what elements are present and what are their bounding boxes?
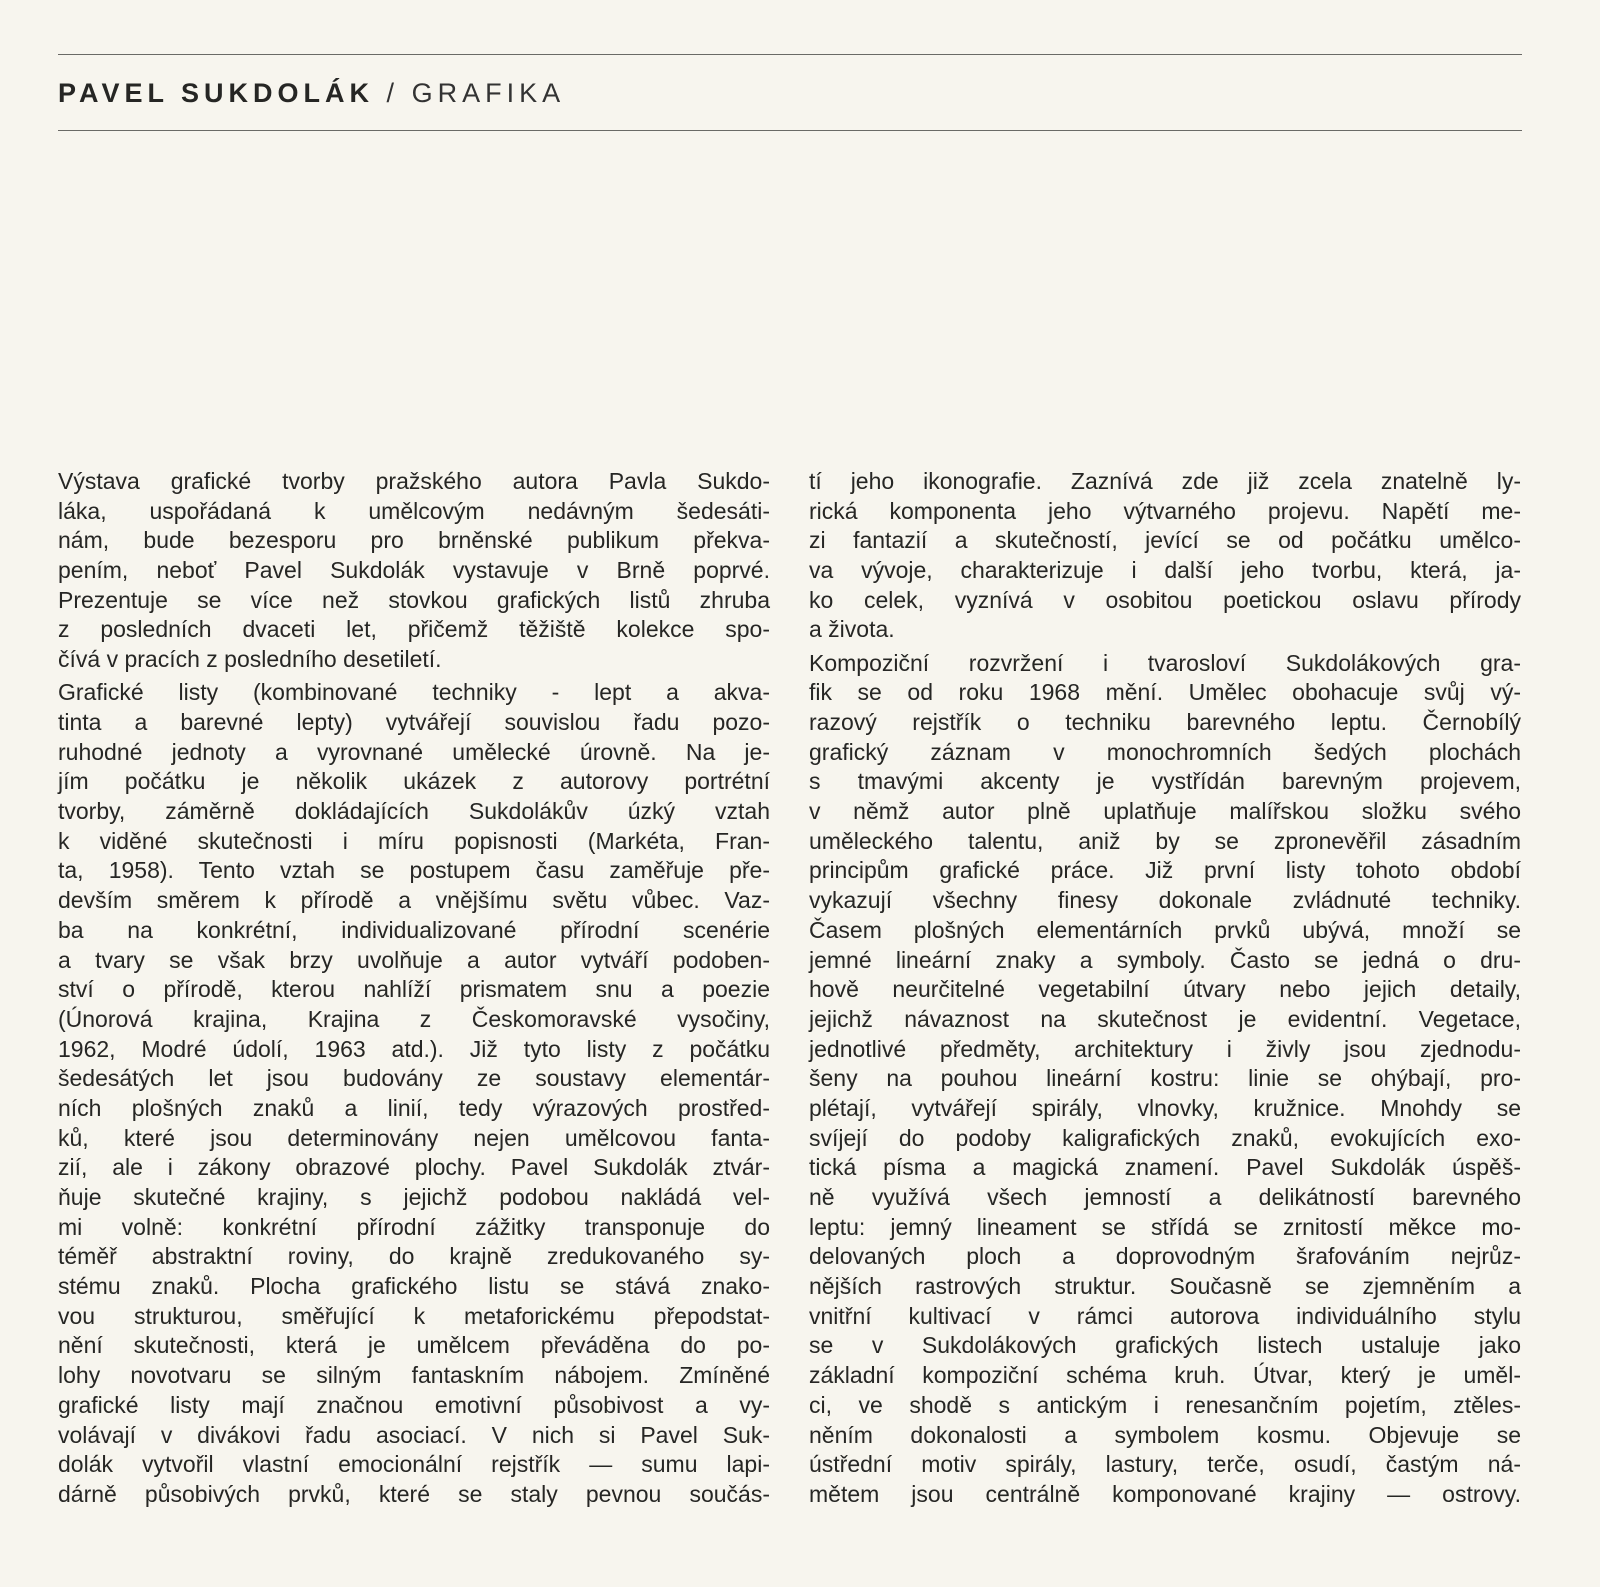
text-line: devším směrem k přírodě a vnějšímu světu vůbec. Vaz- bbox=[58, 887, 770, 914]
text-line: Časem plošných elementárních prvků ubývá, množí se bbox=[809, 916, 1521, 943]
text-line: ství o přírodě, kterou nahlíží prismatem snu a poezie bbox=[58, 976, 770, 1003]
section-subtitle: GRAFIKA bbox=[411, 78, 566, 108]
text-line: Kompoziční rozvržení i tvarosloví Sukdolákových gra- bbox=[809, 649, 1521, 676]
text-line: jím počátku je několik ukázek z autorovy portrétní bbox=[58, 768, 770, 795]
text-line: jednotlivé předměty, architektury i živly jsou zjednodu- bbox=[809, 1035, 1521, 1062]
text-column-right bbox=[809, 467, 1521, 1513]
header-bottom-rule bbox=[58, 130, 1522, 131]
text-line: z posledních dvaceti let, přičemž těžiště kolekce spo- bbox=[58, 616, 770, 643]
text-line: něním dokonalosti a symbolem kosmu. Objevuje se bbox=[809, 1421, 1521, 1448]
text-line: a tvary se však brzy uvolňuje a autor vytváří podoben- bbox=[58, 946, 770, 973]
text-line: ústřední motiv spirály, lastury, terče, osudí, častým ná- bbox=[809, 1451, 1521, 1478]
text-line: uměleckého talentu, aniž by se zpronevěřil zásadním bbox=[809, 827, 1521, 854]
text-line: jemné lineární znaky a symboly. Často se jedná o dru- bbox=[809, 946, 1521, 973]
text-line: ci, ve shodě s antickým i renesančním pojetím, ztěles- bbox=[809, 1391, 1521, 1418]
text-line: ňuje skutečné krajiny, s jejichž podobou nakládá vel- bbox=[58, 1184, 770, 1210]
text-line: šedesátých let jsou budovány ze soustavy elementár- bbox=[58, 1065, 770, 1092]
text-line: čívá v pracích z posledního desetiletí. bbox=[58, 646, 442, 673]
text-line: tinta a barevné lepty) vytvářejí souvislou řadu pozo- bbox=[58, 709, 770, 735]
text-line: mětem jsou centrálně komponované krajiny — ostrovy. bbox=[809, 1480, 1521, 1507]
text-line: nění skutečnosti, která je umělcem převáděna do po- bbox=[58, 1332, 770, 1359]
title-separator: / bbox=[386, 78, 400, 108]
text-line: volávají v divákovi řadu asociací. V nich si Pavel Suk- bbox=[58, 1421, 770, 1448]
text-line: (Únorová krajina, Krajina z Českomoravské vysočiny, bbox=[58, 1005, 770, 1032]
text-line: tvorby, záměrně dokládajících Sukdolákův úzký vztah bbox=[58, 798, 770, 825]
text-line: s tmavými akcenty je vystřídán barevným projevem, bbox=[809, 768, 1521, 795]
text-line: hově neurčitelné vegetabilní útvary nebo jejich detaily, bbox=[809, 976, 1521, 1003]
text-line: pením, neboť Pavel Sukdolák vystavuje v Brně poprvé. bbox=[58, 557, 770, 584]
text-line: ních plošných znaků a linií, tedy výrazových prostřed- bbox=[58, 1094, 770, 1121]
text-line: grafický záznam v monochromních šedých plochách bbox=[809, 738, 1521, 765]
text-line: ruhodné jednoty a vyrovnané umělecké úrovně. Na je- bbox=[58, 738, 770, 765]
paragraph bbox=[809, 649, 1521, 1510]
text-line: zií, ale i zákony obrazové plochy. Pavel Sukdolák ztvár- bbox=[58, 1154, 770, 1181]
text-line: šeny na pouhou lineární kostru: linie se ohýbají, pro- bbox=[809, 1065, 1521, 1092]
text-line: Prezentuje se více než stovkou grafických listů zhruba bbox=[58, 586, 770, 613]
text-line: plétají, vytvářejí spirály, vlnovky, kružnice. Mnohdy se bbox=[809, 1094, 1521, 1121]
text-line: vykazují všechny finesy dokonale zvládnuté techniky. bbox=[809, 887, 1521, 914]
text-line: nějších rastrových struktur. Současně se zjemněním a bbox=[809, 1273, 1521, 1300]
text-line: vnitřní kultivací v rámci autorova individuálního stylu bbox=[809, 1302, 1521, 1329]
text-line: v němž autor plně uplatňuje malířskou složku svého bbox=[809, 798, 1521, 825]
text-line: a života. bbox=[809, 616, 895, 643]
top-rule bbox=[58, 54, 1522, 55]
text-line: principům grafické práce. Již první listy tohoto období bbox=[809, 857, 1521, 884]
text-line: lohy novotvaru se silným fantaskním nábojem. Zmíněné bbox=[58, 1362, 770, 1389]
text-line: téměř abstraktní roviny, do krajně zredukovaného sy- bbox=[58, 1243, 770, 1270]
paragraph bbox=[58, 467, 770, 675]
author-name: PAVEL SUKDOLÁK bbox=[58, 78, 375, 108]
text-line: vou strukturou, směřující k metaforickému přepodstat- bbox=[58, 1302, 770, 1329]
text-line: ba na konkrétní, individualizované přírodní scenérie bbox=[58, 916, 770, 943]
text-line: mi volně: konkrétní přírodní zážitky transponuje do bbox=[58, 1213, 770, 1240]
text-line: svíjejí do podoby kaligrafických znaků, evokujících exo- bbox=[809, 1124, 1521, 1151]
text-line: nám, bude bezesporu pro brněnské publikum překva- bbox=[58, 527, 770, 554]
text-line: rická komponenta jeho výtvarného projevu. Napětí me- bbox=[809, 497, 1521, 524]
text-line: dolák vytvořil vlastní emocionální rejstřík — sumu lapi- bbox=[58, 1451, 770, 1478]
text-line: grafické listy mají značnou emotivní působivost a vy- bbox=[58, 1391, 770, 1418]
text-line: zi fantazií a skutečností, jevící se od počátku umělco- bbox=[809, 527, 1521, 554]
paragraph bbox=[809, 467, 1521, 645]
text-line: ků, které jsou determinovány nejen umělcovou fanta- bbox=[58, 1124, 770, 1151]
text-line: láka, uspořádaná k umělcovým nedávným šedesáti- bbox=[58, 497, 770, 524]
text-line: dárně působivých prvků, které se staly pevnou součás- bbox=[58, 1480, 770, 1507]
page-title bbox=[58, 78, 565, 109]
text-line: k viděné skutečnosti i míru popisnosti (Markéta, Fran- bbox=[58, 827, 770, 854]
text-line: Výstava grafické tvorby pražského autora Pavla Sukdo- bbox=[58, 468, 770, 494]
paragraph bbox=[58, 678, 770, 1509]
text-line: leptu: jemný lineament se střídá se zrnitostí měkce mo- bbox=[809, 1213, 1521, 1240]
text-line: se v Sukdolákových grafických listech ustaluje jako bbox=[809, 1332, 1521, 1359]
text-line: razový rejstřík o techniku barevného leptu. Černobílý bbox=[809, 709, 1521, 735]
text-line: ně využívá všech jemností a delikátností barevného bbox=[809, 1184, 1521, 1210]
text-line: 1962, Modré údolí, 1963 atd.). Již tyto listy z počátku bbox=[58, 1035, 770, 1062]
text-line: ko celek, vyznívá v osobitou poetickou oslavu přírody bbox=[809, 586, 1521, 613]
text-line: fik se od roku 1968 mění. Umělec obohacuje svůj vý- bbox=[809, 679, 1521, 706]
text-line: Grafické listy (kombinované techniky - lept a akva- bbox=[58, 679, 770, 706]
text-line: va vývoje, charakterizuje i další jeho tvorbu, která, ja- bbox=[809, 557, 1521, 584]
text-line: tí jeho ikonografie. Zaznívá zde již zcela znatelně ly- bbox=[809, 468, 1521, 494]
text-line: tická písma a magická znamení. Pavel Sukdolák úspěš- bbox=[809, 1154, 1521, 1181]
text-column-left bbox=[58, 467, 770, 1513]
text-line: stému znaků. Plocha grafického listu se stává znako- bbox=[58, 1273, 770, 1300]
text-line: jejichž návaznost na skutečnost je evidentní. Vegetace, bbox=[809, 1005, 1521, 1032]
text-line: delovaných ploch a doprovodným šrafováním nejrůz- bbox=[809, 1243, 1521, 1270]
text-line: ta, 1958). Tento vztah se postupem času zaměřuje pře- bbox=[58, 857, 770, 884]
text-line: základní kompoziční schéma kruh. Útvar, který je uměl- bbox=[809, 1362, 1521, 1389]
